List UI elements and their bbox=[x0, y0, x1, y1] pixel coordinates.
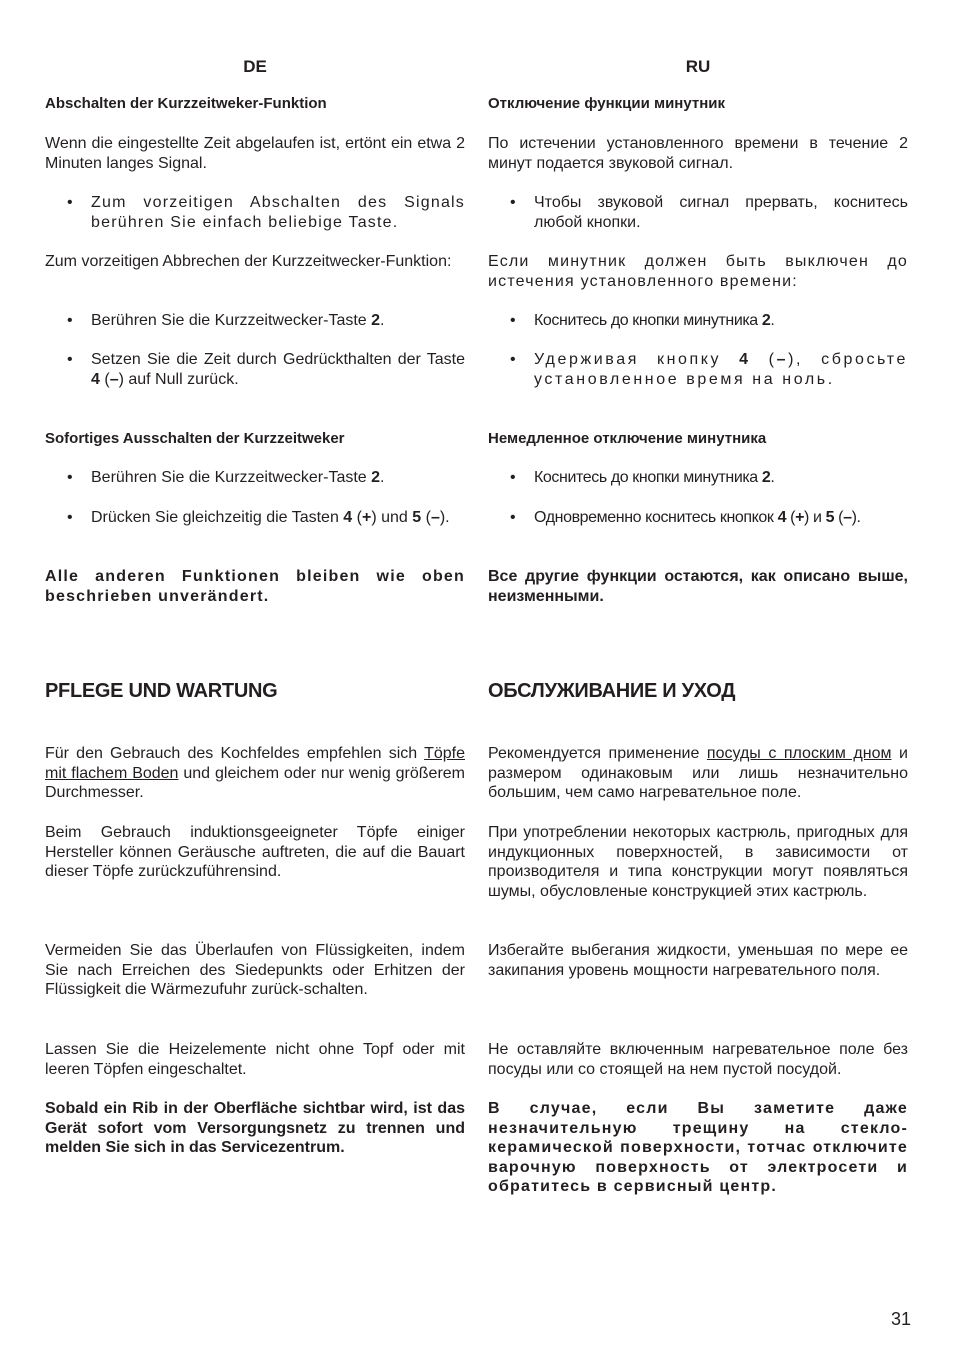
key-2-label: 2 bbox=[371, 469, 381, 486]
list-item: • Удерживая кнопку 4 (–), сбросьте установленное время на ноль. bbox=[510, 351, 908, 388]
bullet-icon: • bbox=[67, 351, 73, 368]
key-2-label: 2 bbox=[371, 312, 381, 329]
paragraph-pots: Рекомендуется применение посуды с плоским дном и размером одинаковым или лишь незначительно большим, чем само нагревательное поле. bbox=[488, 745, 908, 802]
bullet-icon: • bbox=[67, 194, 73, 211]
bullet-icon: • bbox=[67, 509, 73, 526]
bullet-icon: • bbox=[67, 312, 73, 329]
key-4-label: 4 bbox=[91, 370, 100, 388]
list-item: • Коснитесь до кнопки минутника 2. bbox=[510, 312, 775, 329]
list-item: • Одновременно коснитесь кнопкок 4 (+) и 5 (–). bbox=[510, 509, 861, 526]
key-4-label: 4 bbox=[343, 509, 353, 526]
list-item: • Drücken Sie gleichzeitig die Tasten 4 (+) und 5 (–). bbox=[67, 509, 450, 526]
bullet-icon: • bbox=[510, 469, 516, 486]
bullet-icon: • bbox=[510, 351, 516, 368]
bullet-icon: • bbox=[67, 469, 73, 486]
paragraph-overflow: Избегайте выбегания жидкости, уменьшая по мере ее закипания уровень мощности нагревательного поля. bbox=[488, 942, 908, 979]
paragraph-signal: По истечении установленного времени в течение 2 минут подается звуковой сигнал. bbox=[488, 135, 908, 172]
list-item: • Berühren Sie die Kurzzeitwecker-Taste 2. bbox=[67, 312, 385, 329]
key-4-label: 4 bbox=[739, 351, 751, 368]
bullet-icon: • bbox=[510, 312, 516, 329]
paragraph-signal: Wenn die eingestellte Zeit abgelaufen ist, ertönt ein etwa 2 Minuten langes Signal. bbox=[45, 135, 465, 172]
paragraph-cancel: Если минутник должен быть выключен до истечения установленного времени: bbox=[488, 253, 908, 290]
heading-immediate-off: Немедленное отключение минутника bbox=[488, 430, 767, 447]
page-number: 31 bbox=[890, 1309, 911, 1329]
bullet-icon: • bbox=[510, 509, 516, 526]
paragraph-cancel: Zum vorzeitigen Abbrechen der Kurzzeitwecker-Funktion: bbox=[45, 253, 452, 270]
note-other-functions: Alle anderen Funktionen bleiben wie oben beschrieben unverändert. bbox=[45, 568, 465, 605]
minus-sign: – bbox=[776, 351, 789, 368]
paragraph-noise: Beim Gebrauch induktionsgeeigneter Töpfe einiger Hersteller können Geräusche auftreten, die auf die Bauart dieser Töpfe zurückzuführensind. bbox=[45, 824, 465, 881]
plus-sign: + bbox=[361, 509, 372, 526]
note-other-functions: Все другие функции остаются, как описано выше, неизменными. bbox=[488, 568, 908, 605]
key-2-label: 2 bbox=[761, 312, 771, 329]
section-title-care: ОБСЛУЖИВАНИЕ И УХОД bbox=[488, 680, 736, 702]
key-5-label: 5 bbox=[825, 509, 835, 526]
language-header: RU bbox=[685, 57, 711, 76]
list-item: • Zum vorzeitigen Abschalten des Signals berühren Sie einfach beliebige Taste. bbox=[67, 194, 465, 231]
list-item: • Чтобы звуковой сигнал прервать, коснитесь любой кнопки. bbox=[510, 194, 908, 231]
heading-timer-off: Отключение функции минутник bbox=[488, 95, 726, 112]
paragraph-empty-pots: Lassen Sie die Heizelemente nicht ohne Topf oder mit leeren Töpfen eingeschaltet. bbox=[45, 1041, 465, 1078]
paragraph-noise: При употреблении некоторых кастрюль, пригодных для индукционных поверхностей, в зависимости от производителя и типа конструкции могут появляться шумы, обусловленые конструкцией этих кастрюль. bbox=[488, 824, 908, 900]
key-4-label: 4 bbox=[777, 509, 787, 526]
minus-sign: – bbox=[430, 509, 440, 526]
underlined-phrase: посуды с плоским дном bbox=[706, 745, 892, 762]
language-header: DE bbox=[243, 57, 267, 76]
list-item: • Коснитесь до кнопки минутника 2. bbox=[510, 469, 775, 486]
list-item: • Berühren Sie die Kurzzeitwecker-Taste 2. bbox=[67, 469, 385, 486]
underlined-phrase: Töpfe mit flachem Boden bbox=[45, 745, 465, 782]
list-item: • Setzen Sie die Zeit durch Gedrückthalten der Taste 4 (–) auf Null zurück. bbox=[67, 351, 465, 388]
key-2-label: 2 bbox=[761, 469, 771, 486]
heading-timer-off: Abschalten der Kurzzeitweker-Funktion bbox=[45, 95, 327, 112]
paragraph-empty-pots: Не оставляйте включенным нагревательное поле без посуды или со стоящей на нем пустой посудой. bbox=[488, 1041, 908, 1078]
warning-crack: Sobald ein Rib in der Oberfläche sichtbar wird, ist das Gerät sofort vom Versorgungsnetz zu trennen und melden Sie sich in das Servicezentrum. bbox=[45, 1100, 465, 1157]
key-5-label: 5 bbox=[412, 509, 422, 526]
warning-crack: В случае, если Вы заметите даже незначительную трещину на стекло-керамической поверхности, тотчас отключите варочную поверхность от электросети и обратитесь в сервисный центр. bbox=[488, 1100, 908, 1196]
paragraph-overflow: Vermeiden Sie das Überlaufen von Flüssigkeiten, indem Sie nach Erreichen des Siedepunkts oder Erhitzen der Flüssigkeit die Wärmezufuhr zurück-schalten. bbox=[45, 942, 465, 999]
minus-sign: – bbox=[843, 509, 852, 526]
paragraph-pots: Für den Gebrauch des Kochfeldes empfehlen sich Töpfe mit flachem Boden und gleichem oder nur wenig größerem Durchmesser. bbox=[45, 745, 465, 802]
bullet-icon: • bbox=[510, 194, 516, 211]
heading-immediate-off: Sofortiges Ausschalten der Kurzzeitweker bbox=[45, 430, 345, 447]
minus-sign: – bbox=[109, 370, 119, 388]
plus-sign: + bbox=[795, 509, 805, 526]
section-title-care: PFLEGE UND WARTUNG bbox=[45, 680, 278, 702]
